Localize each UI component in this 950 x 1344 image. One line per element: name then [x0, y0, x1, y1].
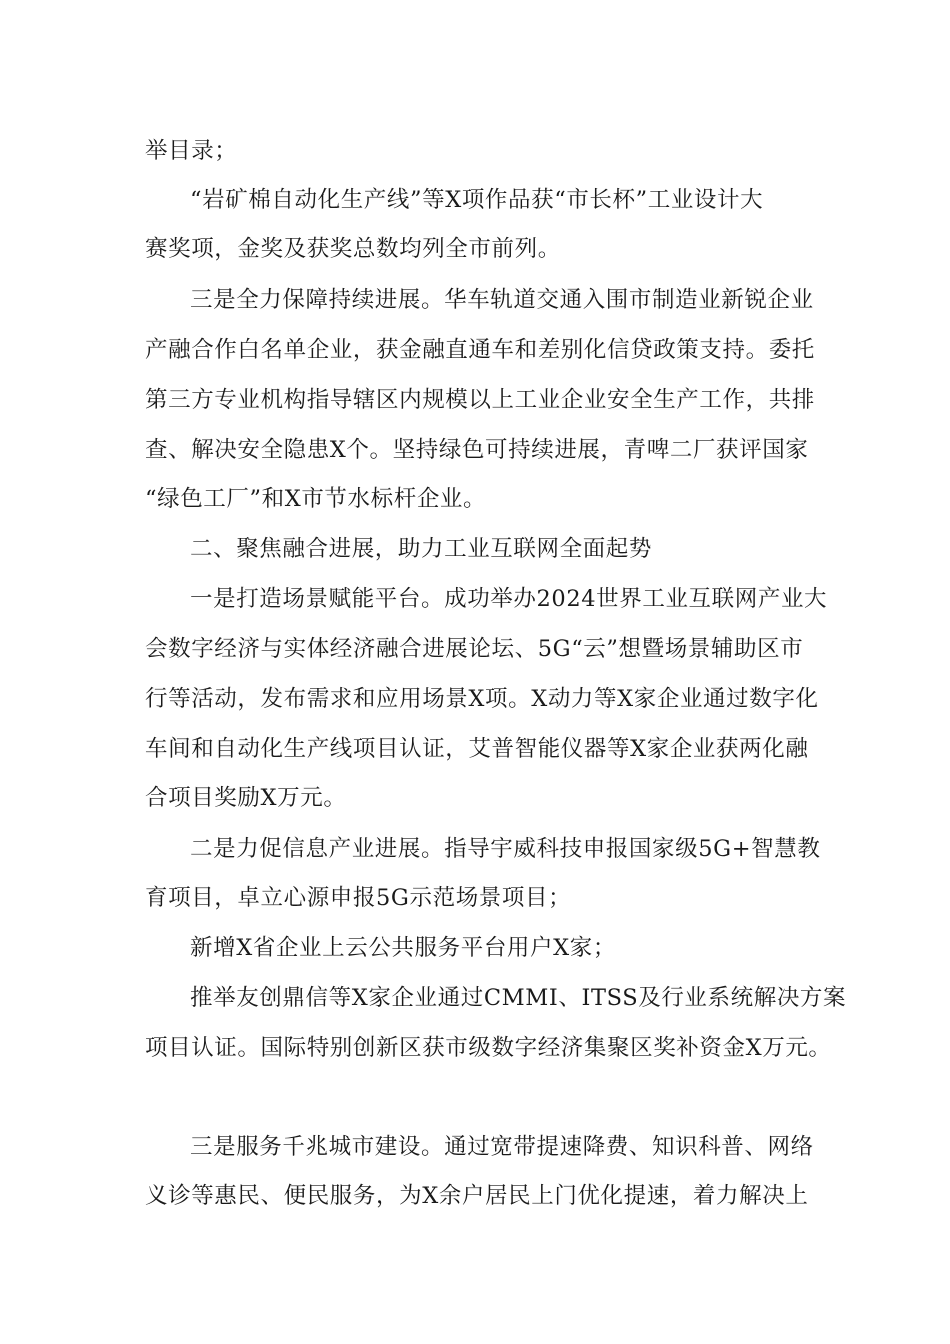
- text-line: 车间和自动化生产线项目认证，艾普智能仪器等X家企业获两化融: [145, 736, 809, 762]
- paragraph-first-line: 一是打造场景赋能平台。成功举办2024世界工业互联网产业大: [190, 586, 828, 612]
- text-line: “绿色工厂”和X市节水标杆企业。: [145, 486, 487, 512]
- text-line: 合项目奖励X万元。: [145, 785, 347, 811]
- paragraph-first-line: 新增X省企业上云公共服务平台用户X家；: [190, 935, 616, 961]
- text-line: 育项目，卓立心源申报5G示范场景项目；: [145, 885, 572, 911]
- text-line: 项目认证。国际特别创新区获市级数字经济集聚区奖补资金X万元。: [145, 1035, 832, 1061]
- paragraph-first-line: 二是力促信息产业进展。指导宇威科技申报国家级5G+智慧教: [190, 836, 821, 862]
- text-line: 义诊等惠民、便民服务，为X余户居民上门优化提速，着力解决上: [145, 1183, 809, 1209]
- paragraph-first-line: 三是全力保障持续进展。华车轨道交通入围市制造业新锐企业: [190, 287, 814, 313]
- text-line: 查、解决安全隐患X个。坚持绿色可持续进展，青啤二厂获评国家: [145, 437, 809, 463]
- paragraph-first-line: “岩矿棉自动化生产线”等X项作品获“市长杯”工业设计大: [190, 187, 764, 213]
- section-heading: 二、聚焦融合进展，助力工业互联网全面起势: [190, 536, 653, 562]
- text-line: 行等活动，发布需求和应用场景X项。X动力等X家企业通过数字化: [145, 686, 819, 712]
- paragraph-first-line: 三是服务千兆城市建设。通过宽带提速降费、知识科普、网络: [190, 1134, 814, 1160]
- text-line: 赛奖项，金奖及获奖总数均列全市前列。: [145, 236, 561, 262]
- text-line: 举目录；: [145, 138, 238, 164]
- text-line: 第三方专业机构指导辖区内规模以上工业企业安全生产工作，共排: [145, 387, 815, 413]
- paragraph-first-line: 推举友创鼎信等X家企业通过CMMI、ITSS及行业系统解决方案: [190, 985, 847, 1011]
- text-line: 会数字经济与实体经济融合进展论坛、5G“云”想暨场景辅助区市: [145, 636, 804, 662]
- text-line: 产融合作白名单企业，获金融直通车和差别化信贷政策支持。委托: [145, 337, 815, 363]
